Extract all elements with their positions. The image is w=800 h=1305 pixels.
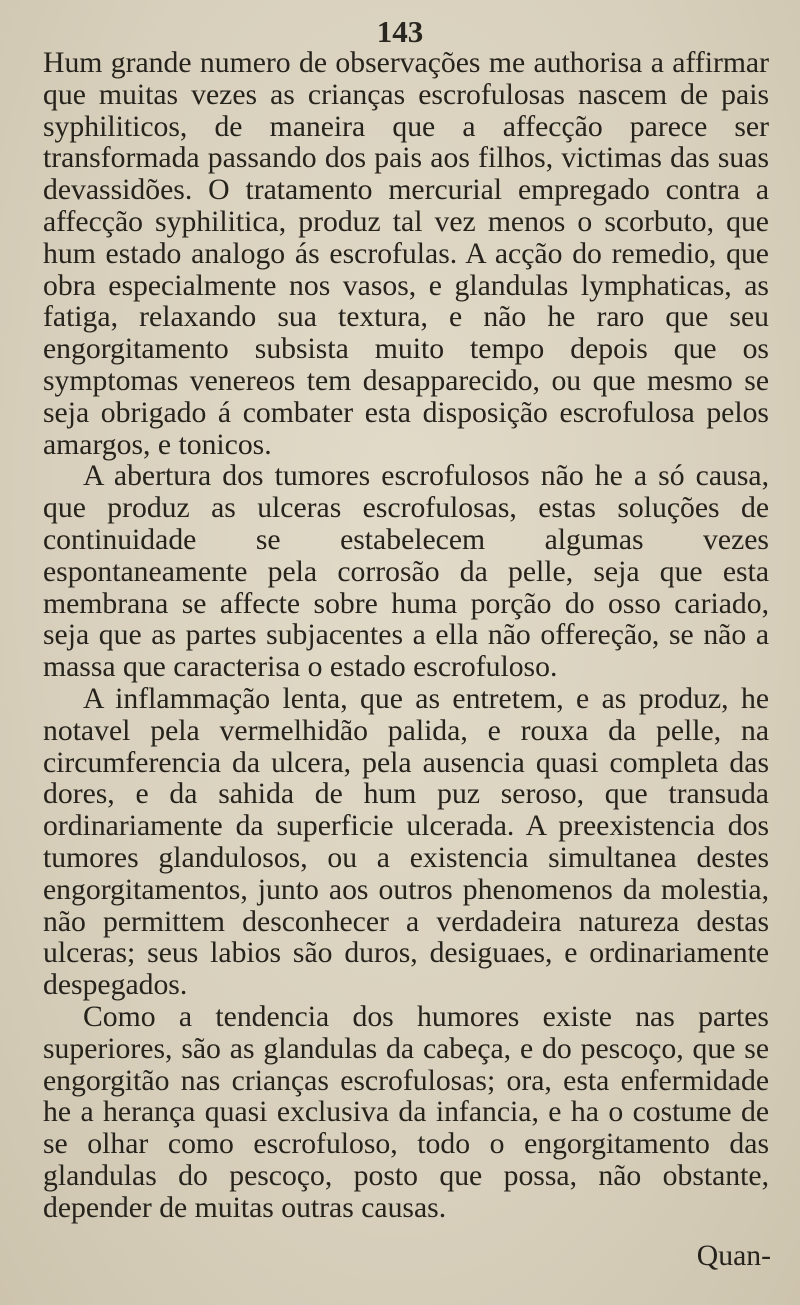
- paragraph-1: Hum grande numero de observações me authorisa a affirmar que muitas vezes as crianças escrofulosas nascem de pais syphiliticos, de maneira que a affecção parece ser transformada passando dos pais aos filhos, victimas das suas devassidões. O tratamento mercurial empregado contra a affecção syphilitica, produz tal vez menos o scorbuto, que hum estado analogo ás escrofulas. A acção do remedio, que obra especialmente nos vasos, e glandulas lymphaticas, as fatiga, relaxando sua textura, e não he raro que seu engorgitamento subsista muito tempo depois que os symptomas venereos tem desapparecido, ou que mesmo se seja obrigado á combater esta disposição escrofulosa pelos amargos, e tonicos.: [43, 47, 769, 461]
- paragraph-3: A inflammação lenta, que as entretem, e as produz, he notavel pela vermelhidão palida, e rouxa da pelle, na circumferencia da ulcera, pela ausencia quasi completa das dores, e da sahida de hum puz seroso, que transuda ordinariamente da superficie ulcerada. A preexistencia dos tumores glandulosos, ou a existencia simultanea destes engorgitamentos, junto aos outros phenomenos da molestia, não permittem desconhecer a verdadeira natureza destas ulceras; seus labios são duros, desiguaes, e ordinariamente despegados.: [43, 682, 769, 1002]
- body-text: [43, 48, 769, 1224]
- page-number: 143: [376, 14, 424, 49]
- paragraph-4: Como a tendencia dos humores existe nas partes superiores, são as glandulas da cabeça, e do pescoço, que se engorgitão nas crianças escrofulosas; ora, esta enfermidade he a herança quasi exclusiva da infancia, e ha o costume de se olhar como escrofuloso, todo o engorgitamento das glandulas do pescoço, posto que possa, não obstante, depender de muitas outras causas.: [43, 1000, 769, 1224]
- paragraph-2: A abertura dos tumores escrofulosos não he a só causa, que produz as ulceras escrofulosas, estas soluções de continuidade se estabelecem algumas vezes espontaneamente pela corrosão da pelle, seja que esta membrana se affecte sobre huma porção do osso cariado, seja que as partes subjacentes a ella não offereção, se não a massa que caracterisa o estado escrofuloso.: [43, 460, 769, 684]
- catchword: Quan-: [696, 1240, 771, 1272]
